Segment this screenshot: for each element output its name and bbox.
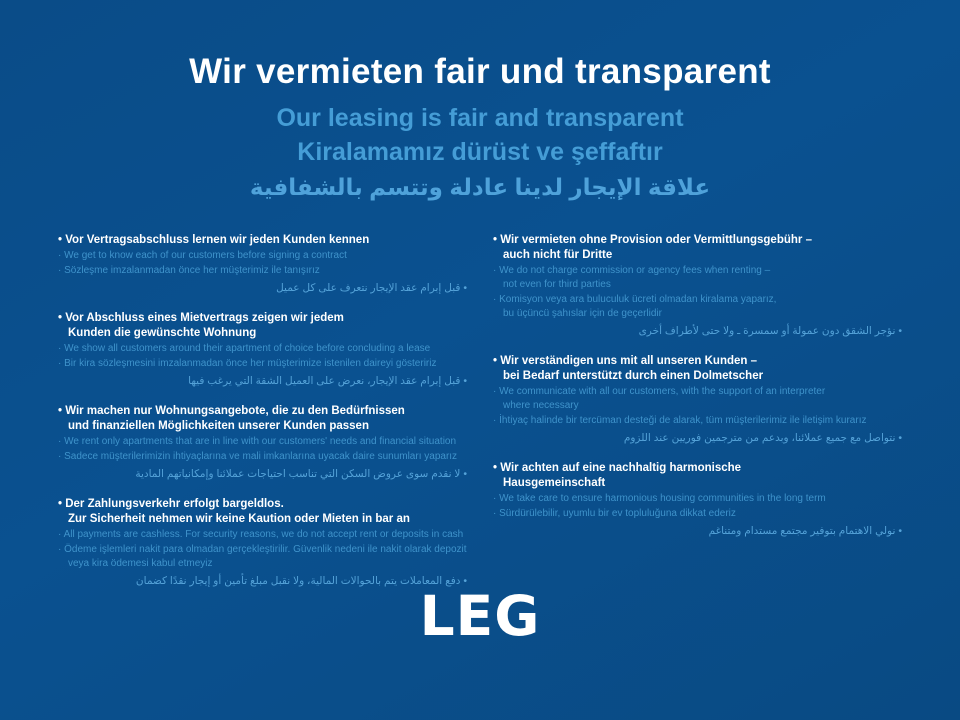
bullet-icon: • bbox=[493, 234, 501, 246]
bullet-icon: · bbox=[58, 358, 65, 369]
bullet-icon: • bbox=[460, 468, 467, 480]
block-text-en: · We communicate with all our customers, with the support of an interpreter where necessary bbox=[493, 386, 826, 411]
bullet-icon: · bbox=[493, 294, 500, 305]
block-text-tr: · İhtiyaç halinde bir tercüman desteği de alarak, tüm müşterilerimiz ile iletişim kurarız bbox=[493, 415, 867, 426]
column-right bbox=[493, 233, 906, 604]
bullet-icon: · bbox=[58, 451, 65, 462]
bullet-icon: • bbox=[460, 282, 467, 294]
block-text-tr: · Sözleşme imzalanmadan önce her müşterimiz ile tanışırız bbox=[58, 265, 320, 276]
info-block-left-2 bbox=[58, 311, 471, 389]
info-block-left-1 bbox=[58, 233, 471, 296]
block-text-de: • Der Zahlungsverkehr erfolgt bargeldlos. Zur Sicherheit nehmen wir keine Kaution oder Mieten in bar an bbox=[58, 498, 410, 525]
title-english: Our leasing is fair and transparent bbox=[276, 104, 684, 132]
block-text-en: · We rent only apartments that are in line with our customers' needs and financial situation bbox=[58, 436, 457, 447]
bullet-icon: • bbox=[895, 432, 902, 444]
column-left bbox=[58, 233, 471, 604]
bullet-icon: • bbox=[895, 525, 902, 537]
bullet-icon: • bbox=[895, 325, 902, 337]
info-block-right-2 bbox=[493, 354, 906, 446]
info-block-right-1 bbox=[493, 233, 906, 339]
bullet-icon: • bbox=[460, 375, 467, 387]
block-text-de: • Vor Vertragsabschluss lernen wir jeden Kunden kennen bbox=[58, 234, 370, 246]
leg-logo: LEG bbox=[419, 584, 541, 648]
block-text-en: · We get to know each of our customers before signing a contract bbox=[58, 250, 347, 261]
poster-header bbox=[0, 0, 960, 206]
block-text-de: • Wir machen nur Wohnungsangebote, die zu den Bedürfnissen und finanziellen Möglichkeiten unserer Kunden passen bbox=[58, 405, 405, 432]
info-block-right-3 bbox=[493, 461, 906, 539]
block-text-de: • Wir vermieten ohne Provision oder Vermittlungsgebühr – auch nicht für Dritte bbox=[493, 234, 812, 261]
bullet-icon: • bbox=[58, 498, 66, 510]
bullet-icon: · bbox=[493, 386, 500, 397]
bullet-icon: • bbox=[493, 462, 501, 474]
block-text-ar: • نولي الاهتمام بتوفير مجتمع مستدام ومتناغم bbox=[708, 525, 902, 537]
bullet-columns bbox=[0, 206, 960, 604]
block-text-de: • Wir verständigen uns mit all unseren Kunden – bei Bedarf unterstützt durch einen Dolmetscher bbox=[493, 355, 764, 382]
bullet-icon: · bbox=[493, 493, 500, 504]
block-text-ar: • قبل إبرام عقد الإيجار، نعرض على العميل الشقة التي يرغب فيها bbox=[188, 375, 467, 387]
block-text-en: · We do not charge commission or agency fees when renting – not even for third parties bbox=[493, 265, 771, 290]
bullet-icon: · bbox=[58, 343, 65, 354]
bullet-icon: · bbox=[58, 265, 65, 276]
block-text-en: · All payments are cashless. For security reasons, we do not accept rent or deposits in cash bbox=[58, 529, 464, 540]
info-block-left-3 bbox=[58, 404, 471, 482]
block-text-tr: · Sürdürülebilir, uyumlu bir ev topluluğuna dikkat ederiz bbox=[493, 508, 736, 519]
title-arabic: علاقة الإيجار لدينا عادلة وتتسم بالشفافية bbox=[249, 174, 711, 200]
block-text-ar: • لا نقدم سوى عروض السكن التي تناسب احتياجات عملائنا وإمكانياتهم المادية bbox=[135, 468, 467, 480]
bullet-icon: · bbox=[58, 250, 65, 261]
bullet-icon: · bbox=[58, 544, 65, 555]
info-block-left-4 bbox=[58, 497, 471, 589]
bullet-icon: · bbox=[58, 436, 65, 447]
bullet-icon: · bbox=[493, 415, 500, 426]
block-text-ar: • نتواصل مع جميع عملائنا، وبدعم من مترجمين فوريين عند اللزوم bbox=[623, 432, 902, 444]
bullet-icon: • bbox=[58, 405, 66, 417]
block-text-tr: · Komisyon veya ara buluculuk ücreti olmadan kiralama yaparız, bu üçüncü şahıslar için de geçerlidir bbox=[493, 294, 777, 319]
bullet-icon: · bbox=[493, 265, 500, 276]
block-text-tr: · Ödeme işlemleri nakit para olmadan gerçekleştirilir. Güvenlik nedeni ile nakit olarak depozit veya kira ödemesi kabul etmeyiz bbox=[58, 544, 467, 569]
block-text-en: · We show all customers around their apartment of choice before concluding a lease bbox=[58, 343, 431, 354]
bullet-icon: • bbox=[58, 312, 66, 324]
block-text-ar: • نؤجر الشقق دون عمولة أو سمسرة ـ ولا حتى لأطراف أخرى bbox=[638, 325, 902, 337]
block-text-ar: • دفع المعاملات يتم بالحوالات المالية، ولا نقبل مبلغ تأمين أو إيجار نقدًا كضمان bbox=[135, 575, 467, 587]
block-text-en: · We take care to ensure harmonious housing communities in the long term bbox=[493, 493, 826, 504]
bullet-icon: · bbox=[493, 508, 500, 519]
block-text-ar: • قبل إبرام عقد الإيجار نتعرف على كل عميل bbox=[276, 282, 467, 294]
title-turkish: Kiralamamız dürüst ve şeffaftır bbox=[297, 138, 663, 166]
title-german: Wir vermieten fair und transparent bbox=[189, 52, 771, 91]
block-text-tr: · Sadece müşterilerimizin ihtiyaçlarına ve mali imkanlarına uyacak daire sunumları yaparız bbox=[58, 451, 458, 462]
bullet-icon: • bbox=[460, 575, 467, 587]
bullet-icon: • bbox=[58, 234, 66, 246]
bullet-icon: • bbox=[493, 355, 501, 367]
bullet-icon: · bbox=[58, 529, 64, 540]
block-text-de: • Wir achten auf eine nachhaltig harmonische Hausgemeinschaft bbox=[493, 462, 742, 489]
block-text-de: • Vor Abschluss eines Mietvertrags zeigen wir jedem Kunden die gewünschte Wohnung bbox=[58, 312, 344, 339]
block-text-tr: · Bir kira sözleşmesini imzalanmadan önce her müşterimize istenilen daireyi gösteririz bbox=[58, 358, 437, 369]
